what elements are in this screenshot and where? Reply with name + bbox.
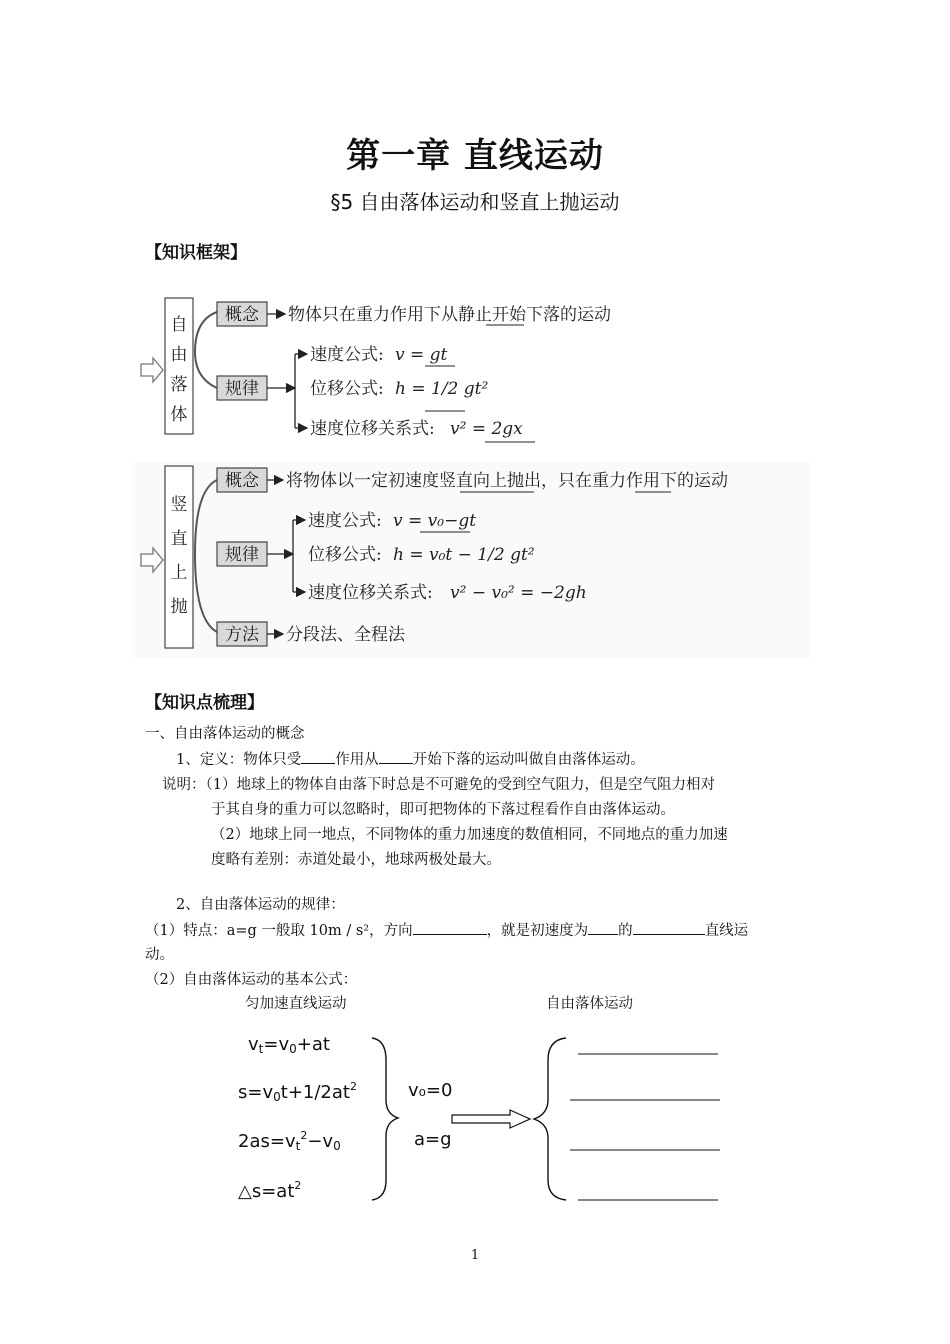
formula-transform-diagram <box>360 1030 740 1210</box>
note-2-line-2: 度略有差别：赤道处最小，地球两极处最大。 <box>211 852 501 868</box>
hollow-arrow-icon <box>452 1110 530 1128</box>
formula-displacement: $s=v_0t+1/2at^2$ <box>238 1080 357 1104</box>
law-label: 规律 <box>225 379 259 399</box>
free-fall-title-char: 自 <box>170 315 188 335</box>
knowledge-heading: 【知识点梳理】 <box>145 693 264 713</box>
ff-velocity-displacement-formula: v² = 2gx <box>450 419 523 439</box>
vt-displacement-formula: h = v₀t − 1/2 gt² <box>393 545 535 565</box>
vertical-throw-title-char: 抛 <box>170 597 188 617</box>
feature-line <box>145 918 748 943</box>
feature-d: 直线运 <box>704 923 749 939</box>
ff-velocity-label: 速度公式: <box>310 345 384 365</box>
note-label: 说明： <box>162 777 206 793</box>
ff-velocity-displacement-label: 速度位移关系式: <box>310 419 435 439</box>
part2-title: 2、自由落体运动的规律： <box>176 897 345 913</box>
vt-velocity-displacement-formula: v² − v₀² = −2gh <box>450 583 587 603</box>
blank-field <box>588 918 618 935</box>
right-brace <box>372 1038 398 1200</box>
method-text: 分段法、全程法 <box>286 625 405 645</box>
basic-formulas-title: （2）自由落体运动的基本公式： <box>145 972 358 988</box>
def-suffix: 开始下落的运动叫做自由落体运动。 <box>412 752 645 768</box>
law-label: 规律 <box>225 545 259 565</box>
vertical-throw-concept-text: 将物体以一定初速度竖直向上抛出，只在重力作用下的运动 <box>286 471 728 491</box>
free-fall-title-char: 落 <box>170 375 188 395</box>
note-1-text: （1）地球上的物体自由落下时总是不可避免的受到空气阻力，但是空气阻力相对 <box>205 777 715 793</box>
definition-line <box>176 747 645 772</box>
feature-line-2: 动。 <box>145 947 174 963</box>
part1-title: 一、自由落体运动的概念 <box>145 726 305 742</box>
ff-displacement-formula: h = 1/2 gt² <box>395 379 489 399</box>
blank-field <box>633 918 705 935</box>
vt-displacement-label: 位移公式: <box>308 545 382 565</box>
column-uniform-acceleration: 匀加速直线运动 <box>245 996 347 1012</box>
knowledge-framework-diagram <box>135 290 810 658</box>
vt-velocity-displacement-label: 速度位移关系式: <box>308 583 433 603</box>
condition-a-equals-g: a=g <box>414 1129 452 1150</box>
column-free-fall: 自由落体运动 <box>546 996 633 1012</box>
section-title: §5 自由落体运动和竖直上抛运动 <box>330 190 620 214</box>
vertical-throw-title-char: 直 <box>170 529 188 549</box>
concept-label: 概念 <box>225 305 259 325</box>
vt-velocity-formula: v = v₀−gt <box>393 511 477 531</box>
blank-field <box>301 747 335 764</box>
condition-v0: v₀=0 <box>408 1080 453 1101</box>
hollow-arrow-icon <box>141 358 163 382</box>
framework-heading: 【知识框架】 <box>145 243 247 263</box>
def-mid: 作用从 <box>335 752 379 768</box>
note-1-line-2: 于其自身的重力可以忽略时，即可把物体的下落过程看作自由落体运动。 <box>211 802 675 818</box>
free-fall-title-char: 体 <box>170 405 188 425</box>
free-fall-concept-text: 物体只在重力作用下从静止开始下落的运动 <box>288 305 611 325</box>
vertical-throw-title-box <box>165 466 193 648</box>
ff-velocity-formula: v = gt <box>395 345 448 365</box>
vertical-throw-title-char: 竖 <box>170 495 188 515</box>
left-brace <box>534 1038 566 1200</box>
ff-displacement-label: 位移公式: <box>310 379 384 399</box>
blank-field <box>413 918 487 935</box>
vertical-throw-title-char: 上 <box>170 563 188 583</box>
vt-velocity-label: 速度公式: <box>308 511 382 531</box>
page-number: 1 <box>470 1248 480 1263</box>
method-label: 方法 <box>225 625 259 645</box>
chapter-title: 第一章 直线运动 <box>346 136 604 176</box>
concept-label: 概念 <box>225 471 259 491</box>
feature-a: （1）特点：a=g 一般取 10m / s²，方向 <box>145 923 413 939</box>
note-2-line-1: （2）地球上同一地点，不同物体的重力加速度的数值相同，不同地点的重力加速 <box>211 827 728 843</box>
free-fall-title-char: 由 <box>170 345 188 365</box>
feature-b: ，就是初速度为 <box>486 923 589 939</box>
def-prefix: 1、定义：物体只受 <box>176 752 302 768</box>
blank-field <box>379 747 413 764</box>
formula-delta-s: $\triangle s=at^2$ <box>238 1179 302 1202</box>
feature-c: 的 <box>618 923 633 939</box>
formula-velocity-displacement: $2as=v_t^2-v_0$ <box>238 1129 341 1153</box>
note-1-line-1 <box>162 773 715 797</box>
formula-velocity: $v_t=v_0+at$ <box>248 1034 330 1056</box>
